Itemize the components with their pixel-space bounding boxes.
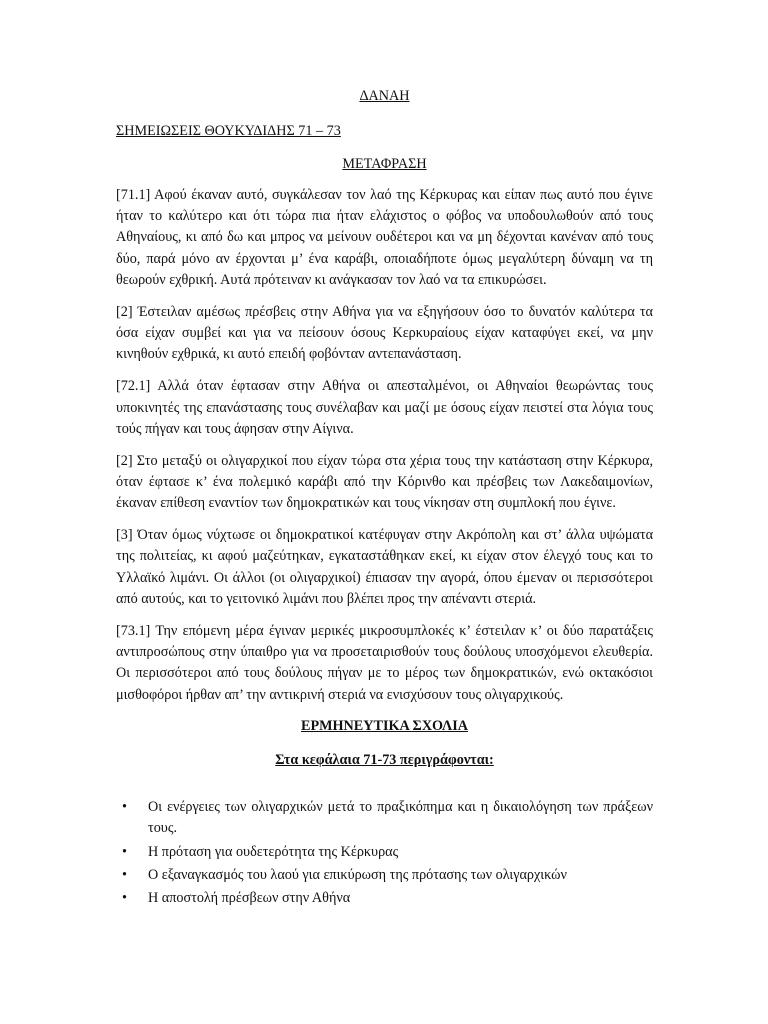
bullet-icon: •	[122, 843, 127, 860]
bullet-icon: •	[122, 866, 127, 883]
summary-list	[116, 797, 653, 909]
document-page	[116, 86, 653, 912]
list-item-text: Η πρόταση για ουδετερότητα της Κέρκυρας	[148, 843, 399, 860]
paragraph-72-2: [2] Στο μεταξύ οι ολιγαρχικοί που είχαν τώρα στα χέρια τους την κατάσταση στην Κέρκυρα, όταν έφτασε κ’ ένα πολεμικό καράβι από την Κόρινθο και πρέσβεις των Λακεδαιμονίων, έκαναν επίθεση εναντίον των δημοκρατικών και τους νίκησαν στη συμπλοκή που έγινε.	[116, 452, 653, 512]
list-item-text: Ο εξαναγκασμός του λαού για επικύρωση της πρότασης των ολιγαρχικών	[148, 866, 567, 883]
list-item	[116, 865, 653, 886]
chapters-heading: Στα κεφάλαια 71-73 περιγράφονται:	[275, 751, 494, 768]
list-item-text: Οι ενέργειες των ολιγαρχικών μετά το πραξικόπημα και η δικαιολόγηση των πράξεων τους.	[148, 799, 653, 837]
document-title: ΣΗΜΕΙΩΣΕΙΣ ΘΟΥΚΥΔΙΔΗΣ 71 – 73	[116, 123, 341, 140]
list-item-text: Η αποστολή πρέσβεων στην Αθήνα	[148, 890, 351, 907]
paragraph-71-2: [2] Έστειλαν αμέσως πρέσβεις στην Αθήνα για να εξηγήσουν όσο το δυνατόν καλύτερα τα όσα είχαν συμβεί και για να πείσουν όσους Κερκυραίους είχαν καταφύγει εκεί, να μην κινηθούν εχθρικά, κι αυτό επειδή φοβόνταν αντεπανάσταση.	[116, 303, 653, 363]
paragraph-72-3: [3] Όταν όμως νύχτωσε οι δημοκρατικοί κατέφυγαν στην Ακρόπολη και στ’ άλλα υψώματα της πολιτείας, κι αφού μαζεύτηκαν, εγκαταστάθηκαν εκεί, κι είχαν στον έλεγχό τους και το Υλλαϊκό λιμάνι. Οι άλλοι (οι ολιγαρχικοί) έπιασαν την αγορά, όπου έμεναν οι περισσότεροι από αυτούς, και το γειτονικό λιμάνι που βλέπει προς την απέναντι στεριά.	[116, 527, 653, 607]
list-item	[116, 888, 653, 909]
paragraph-72-1: [72.1] Αλλά όταν έφτασαν στην Αθήνα οι απεσταλμένοι, οι Αθηναίοι θεωρώντας τους υποκινητές της επανάστασης τους συνέλαβαν και μαζί με όσους είχαν πειστεί στα λόγια τους τούς πήγαν και τους άφησαν στην Αίγινα.	[116, 378, 653, 437]
author-heading: ΔΑΝΑΗ	[359, 88, 410, 104]
bullet-icon: •	[122, 890, 127, 907]
paragraph-71-1: [71.1] Αφού έκαναν αυτό, συγκάλεσαν τον λαό της Κέρκυρας και είπαν πως αυτό που έγινε ήταν το καλύτερο και ότι τώρα πια ήταν ελάχιστος ο φόβος να υποδουλωθούν από τους Αθηναίους, κι από δω και μπρος να μείνουν ουδέτεροι και να μη δέχονται κανέναν από τους δύο, παρά μόνο αν έρχονται μ’ ένα καράβι, οποιαδήποτε όμως μεγαλύτερη δύναμη να τη θεωρούν εχθρική. Αυτά πρότειναν κι ανάγκασαν τον λαό να τα επικυρώσει.	[116, 186, 653, 289]
paragraph-73-1: [73.1] Την επόμενη μέρα έγιναν μερικές μικροσυμπλοκές κ’ έστειλαν κ’ οι δύο παρατάξεις αντιπροσώπους στην ύπαιθρο για να προσεταιρισθούν τους δούλους υποσχόμενοι ελευθερία. Οι περισσότεροι από τους δούλους πήγαν με το μέρος των δημοκρατικών, ενώ οκτακόσιοι μισθοφόροι ήρθαν απ’ την αντικρινή στεριά να ενισχύσουν τους ολιγαρχικούς.	[116, 622, 653, 703]
list-item	[116, 797, 653, 840]
list-item	[116, 842, 653, 863]
translation-heading: ΜΕΤΑΦΡΑΣΗ	[342, 155, 427, 172]
bullet-icon: •	[122, 799, 127, 816]
scholia-heading: ΕΡΜΗΝΕΥΤΙΚΑ ΣΧΟΛΙΑ	[301, 718, 468, 735]
